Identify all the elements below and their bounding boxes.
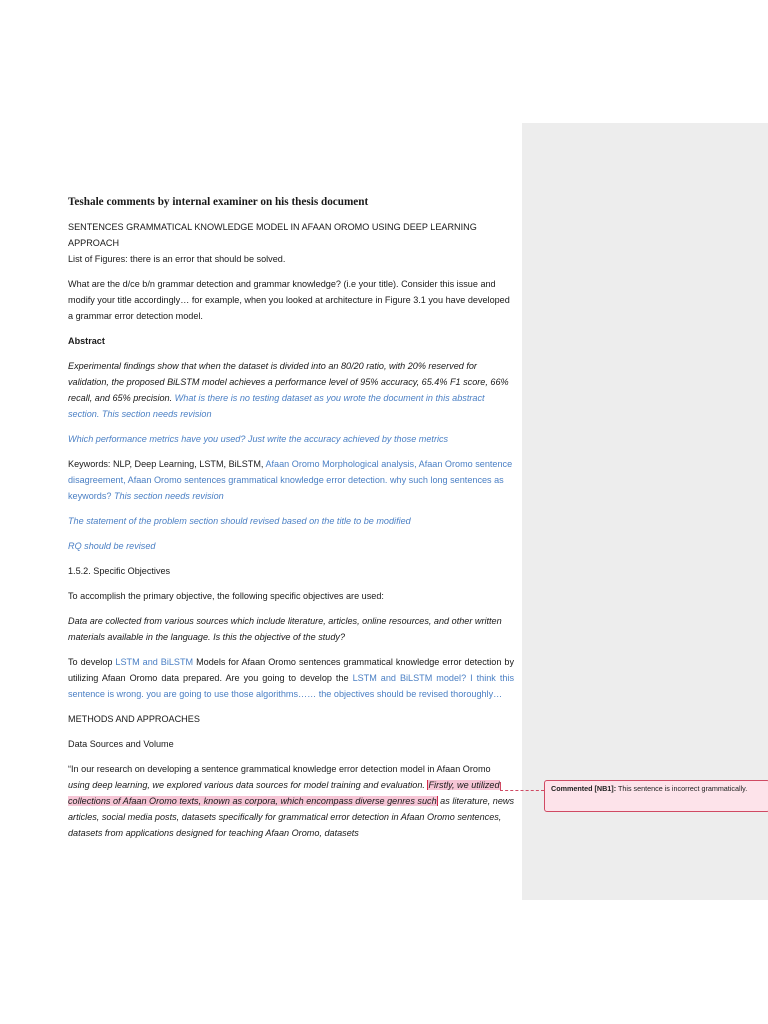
data-sources-quote [68,761,514,841]
keywords-comment: Afaan Oromo Morphological analysis, Afaan Oromo sentence disagreement, Afaan Oromo sentences grammatical knowledge error detection. why such long sentences as keywords? [68,459,513,501]
quote-start: “In our research on developing a sentence grammatical knowledge error detection model in Afaan Oromo [68,764,491,774]
comment-balloon[interactable] [544,780,768,812]
commented-text-highlight[interactable]: Firstly, we utilized collections of Afaan Oromo texts, known as corpora, which encompass diverse genres such [68,780,500,806]
objective-one: Data are collected from various sources which include literature, articles, online resources, and other written materials available in the language. Is this the objective of the study? [68,616,502,642]
objective-two-start: To develop [68,657,116,667]
document-body [68,194,514,850]
keywords-revision-note: This section needs revision [114,491,224,501]
objectives-heading: 1.5.2. Specific Objectives [68,566,171,576]
title-difference-comment: What are the d/ce b/n grammar detection and grammar knowledge? (i.e your title). Consider this issue and modify your title accordingly… for example, when you looked at architecture in Figure 3.1 you have developed a grammar error detection model. [68,279,510,321]
objective-two [68,654,514,702]
thesis-title-line: SENTENCES GRAMMATICAL KNOWLEDGE MODEL IN AFAAN OROMO USING DEEP LEARNING APPROACH [68,222,477,248]
problem-statement-comment: The statement of the problem section should revised based on the title to be modified [68,516,411,526]
objective-two-models: LSTM and BiLSTM [115,657,194,667]
document-title: Teshale comments by internal examiner on his thesis document [68,196,369,208]
comment-connector-line [500,790,544,792]
abstract-paragraph [68,358,514,422]
objectives-intro: To accomplish the primary objective, the following specific objectives are used: [68,591,384,601]
data-sources-heading: Data Sources and Volume [68,739,174,749]
objective-two-middle: Models for Afaan Oromo sentences grammatical knowledge error detection by utilizing Afaan Oromo data prepared. Are you going to develop the [68,657,514,683]
abstract-heading: Abstract [68,336,105,346]
metrics-comment: Which performance metrics have you used? Just write the accuracy achieved by those metrics [68,434,449,444]
abstract-comment: What is there is no testing dataset as you wrote the document in this abstract section. This section needs revision [68,393,485,419]
quote-rest: literature, news articles, social media posts, datasets specifically for grammatical error detection in Afaan Oromo sentences, datasets from applications designed for teaching Afaan Oromo, datasets [68,796,514,838]
rq-comment: RQ should be revised [68,541,156,551]
list-of-figures-note: List of Figures: there is an error that should be solved. [68,254,286,264]
quote-italic: using deep learning, we explored various data sources for model training and evaluation. [68,780,428,790]
comment-author: Commented [NB1]: [551,784,617,793]
commented-text-end: as [437,796,450,806]
methods-heading: METHODS AND APPROACHES [68,714,200,724]
comment-text: This sentence is incorrect grammatically. [616,784,748,793]
objective-two-comment: LSTM and BiLSTM model? I think this sentence is wrong. you are going to use those algorithms…… the objectives should be revised thoroughly… [68,673,514,699]
keywords-label: Keywords: NLP, Deep Learning, LSTM, BiLSTM, [68,459,264,469]
keywords-paragraph [68,456,514,504]
abstract-text: Experimental findings show that when the dataset is divided into an 80/20 ratio, with 20% reserved for validation, the proposed BiLSTM model achieves a performance level of 95% accuracy, 65.4% F1 score, 66% recall, and 65% precision. [68,361,509,403]
